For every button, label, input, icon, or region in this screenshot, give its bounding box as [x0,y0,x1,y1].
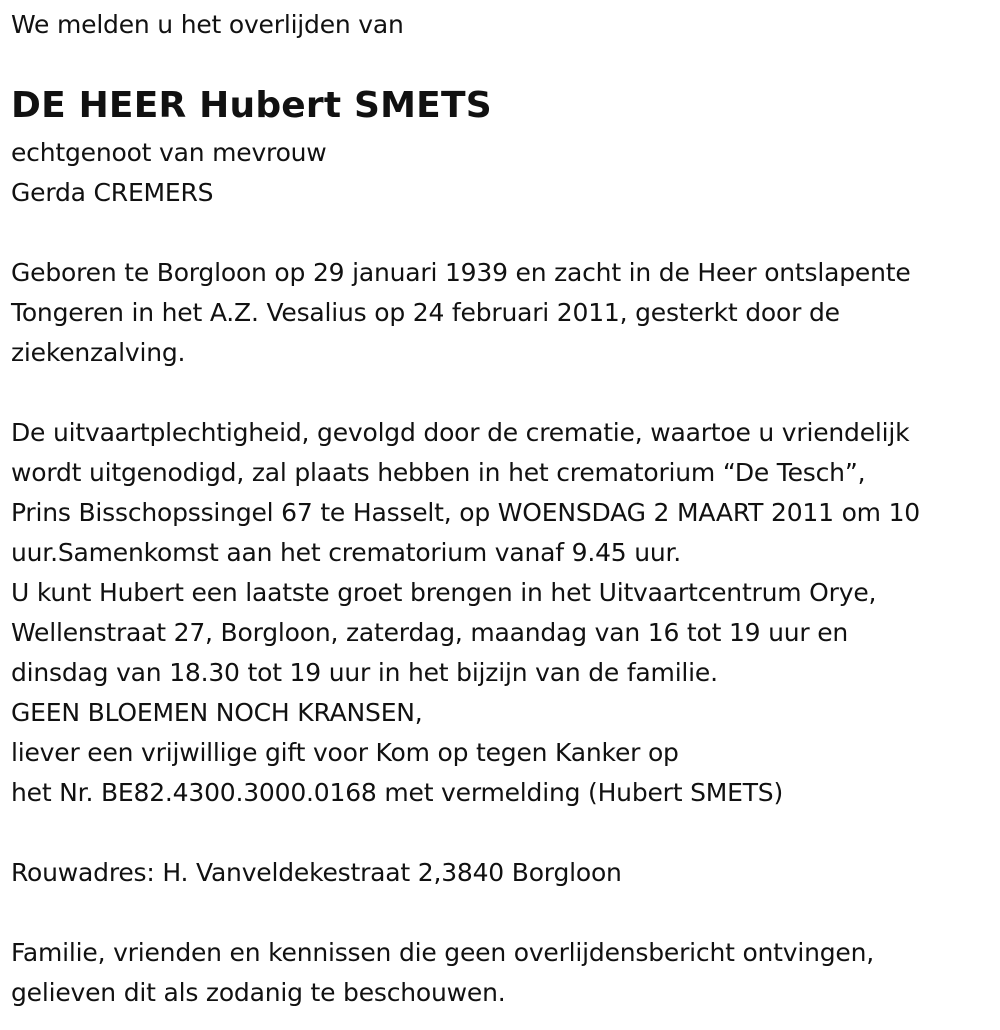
intro-text: We melden u het overlijden van [11,10,404,39]
intro-section [11,5,404,45]
no-flowers-line: GEEN BLOEMEN NOCH KRANSEN, [11,698,423,727]
paragraph-line: Geboren te Borgloon op 29 januari 1939 en zacht in de Heer ontslapente [11,258,911,287]
paragraph-line: gelieven dit als zodanig te beschouwen. [11,978,506,1007]
spouse-name: Gerda CREMERS [11,178,214,207]
paragraph-line: Wellenstraat 27, Borgloon, zaterdag, maandag van 16 tot 19 uur en [11,618,849,647]
paragraph-line: dinsdag van 18.30 tot 19 uur in het bijzijn van de familie. [11,658,718,687]
paragraph-line: ziekenzalving. [11,338,186,367]
deceased-name: DE HEER Hubert SMETS [11,85,492,126]
paragraph-line: U kunt Hubert een laatste groet brengen in het Uitvaartcentrum Orye, [11,578,877,607]
paragraph-line: wordt uitgenodigd, zal plaats hebben in het crematorium “De Tesch”, [11,458,866,487]
birth-death-paragraph [11,253,911,373]
paragraph-line: Familie, vrienden en kennissen die geen overlijdensbericht ontvingen, [11,938,875,967]
mourning-address: Rouwadres: H. Vanveldekestraat 2,3840 Borgloon [11,858,622,887]
spouse-section [11,133,327,213]
funeral-paragraph [11,413,920,813]
mourning-address-section [11,853,622,893]
paragraph-line: Prins Bisschopssingel 67 te Hasselt, op WOENSDAG 2 MAART 2011 om 10 [11,498,920,527]
donation-account-line: het Nr. BE82.4300.3000.0168 met vermelding (Hubert SMETS) [11,778,784,807]
paragraph-line: liever een vrijwillige gift voor Kom op tegen Kanker op [11,738,679,767]
paragraph-line: uur.Samenkomst aan het crematorium vanaf 9.45 uur. [11,538,682,567]
paragraph-line: De uitvaartplechtigheid, gevolgd door de crematie, waartoe u vriendelijk [11,418,910,447]
spouse-relation: echtgenoot van mevrouw [11,138,327,167]
paragraph-line: Tongeren in het A.Z. Vesalius op 24 februari 2011, gesterkt door de [11,298,840,327]
closing-notice [11,933,874,1013]
